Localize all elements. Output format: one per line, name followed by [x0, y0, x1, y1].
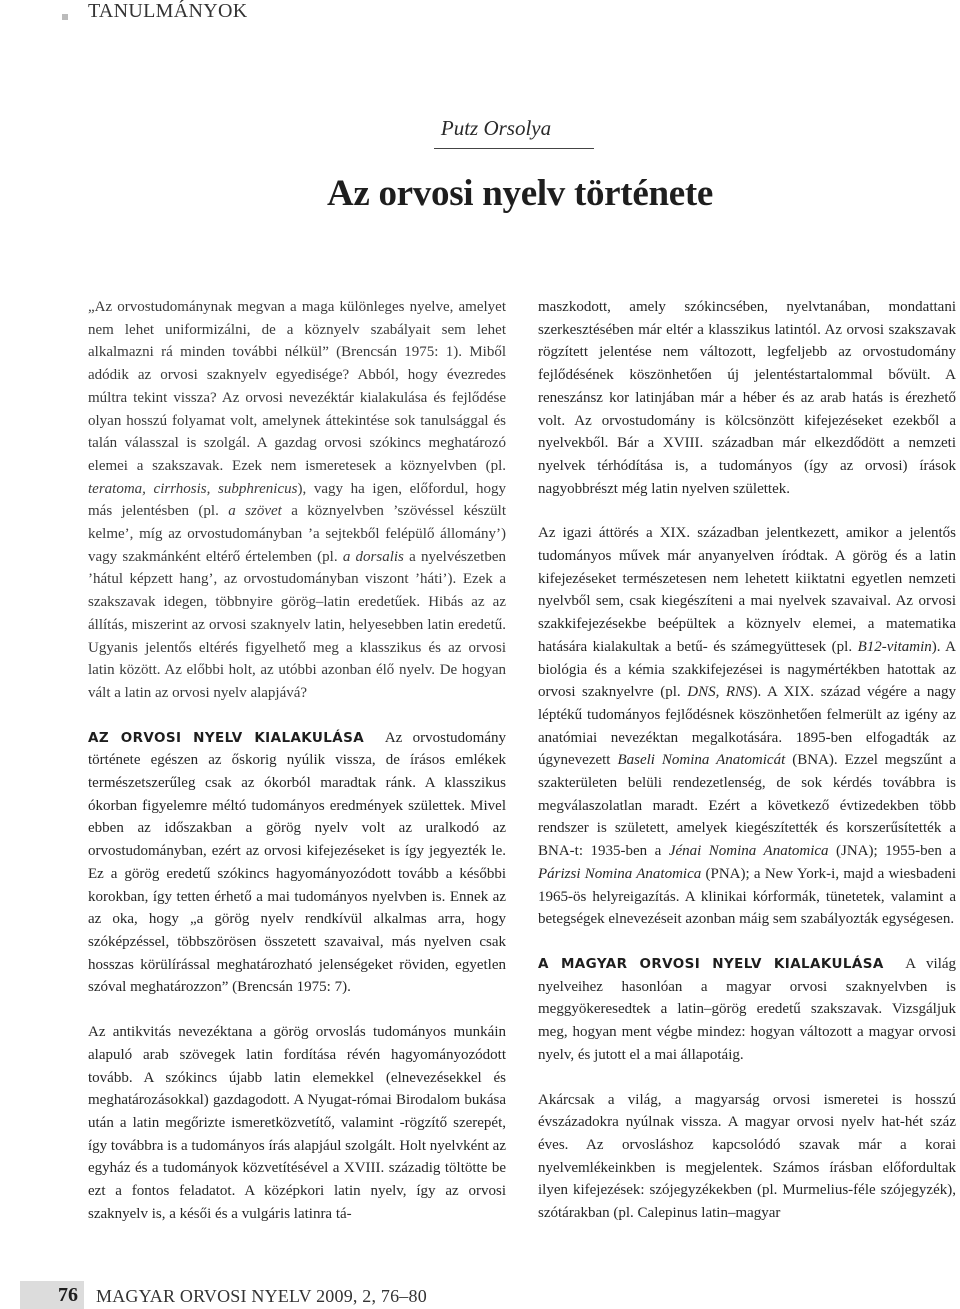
abstract-paragraph [88, 296, 506, 705]
p4-term-5: Párizsi Nomina Anatomica [538, 865, 702, 882]
p4-text-e: ). A XIX. század végére a nagy léptékű tudományos fejlődésnek köszönhetően felmerült az igény az anatómiai nevezéktan megalkotására. 1895-ben elfogadták az úgynevezett [538, 684, 957, 769]
abstract-text-d: ), vagy ha igen, előfordul, hogy más jelentésben (pl. [88, 480, 506, 520]
abstract-text-b: Az orvosi nevezéktár kialakulása és fejlődése olyan hosszú folyamat volt, amelynek áttekintése sok tanulsággal és talán válasszal is szolgál. A gazdag orvosi szókincs meghatározó elemei a szakszavak. Ezek nem ismeretesek a köznyelvben (pl. [88, 389, 506, 474]
section1-text: Az orvostudomány története egészen az őskorig nyúlik vissza, de írásos emlékek természetszerűleg csak az ókorból maradtak ránk. A klasszikus ókorban figyelemre méltó tudományos eredmények születtek. Mivel ebben az időszakban a görög nyelv volt az uralkodó az orvostudományban, ezért az orvosi kifejezéseket is így jegyezték le. Ez a görög eredetű szókincs hagyományozódott tovább a későbbi korokban, így tetten érhető a mai tudományos nyelvben is. Ennek az az oka, hogy „a görög nyelv rendkívül alkalmas arra, hogy szóképzéssel, többszörösen összetett szavaival, más nyelven csak hosszas körülírással meghatározható jelenségeket röviden, egyetlen szóval meghatározzon” (Brencsán 1975: 7). [88, 729, 506, 996]
author-name: Putz Orsolya [440, 116, 552, 140]
p4-term-4: Jénai Nomina Anatomica [668, 843, 829, 860]
right-column [538, 296, 956, 1225]
section2-heading: A MAGYAR ORVOSI NYELV KIALAKULÁSA [538, 955, 884, 972]
section1-heading: AZ ORVOSI NYELV KIALAKULÁSA [88, 729, 365, 746]
body-paragraph-5: Akárcsak a világ, a magyarság orvosi ismeretei is hosszú évszázadokra nyúlnak vissza. A magyar orvosi nyelv hat-hét száz éves. Az orvosláshoz kapcsolódó szavak már a korai nyelvemlékeinkben is megjelentek. Számos írásban előfordultak ilyen kifejezések: szójegyzékekben (pl. Murmelius-féle szójegyzék), szótárakban (pl. Calepinus latin–magyar [538, 1091, 956, 1222]
page-number: 76 [20, 1281, 84, 1309]
abstract-text-a: „Az orvostudománynak megvan a maga különleges nyelve, amelyet nem lehet uniformizálni, de a köznyelv szabályait sem lehet alkalmazni rá minden további nélkül” (Brencsán 1975: 1). Miből adódik az orvosi szaknyelv egyedisége? Abból, hogy évezredes múltra tekint vissza? [88, 299, 506, 406]
article-title: Az orvosi nyelv története [326, 173, 713, 214]
running-header [0, 0, 960, 30]
p4-text-a: Az igazi áttörés a XIX. században jelentkezett, amikor a jelentős tudományos művek már anyanyelven íródtak. A görög és a latin kifejezéseket természetesen nem lehetett kiiktatni egyetlen nemzeti nyelvből sem, csak kiegészíteni a mai nyelvek szavaival. Az orvosi szakkifejezésekbe beépültek a köznyelv elemei, a matematika hatására kialakultak a betű- és számegyüttesek (pl. [538, 525, 956, 655]
abstract-example-3: a dorsalis [342, 548, 404, 565]
section1-paragraph [88, 727, 506, 999]
body-paragraph-2: Az antikvitás nevezéktana a görög orvoslás tudományos munkáin alapuló arab szövegek latin fordítása révén hagyományozódott tovább. A szókincs újabb latin elemekkel (elnevezésekkel és meghatározásokkal) gazdagodott. A Nyugat-római Birodalom bukása után a latin megőrizte ismeretközvetítő, valamint -rögzítő szerepét, így továbbra is a tudományos írás alapjául szolgált. Holt nyelvként az egyház és a tudományok közvetítésével a XVIII. századig töltötte be ezt a fontos feladatot. A középkori latin nyelv, így az orvosi szaknyelv is, a késői és a vulgáris latinra tá- [88, 1024, 506, 1222]
section-label: TANULMÁNYOK [88, 0, 248, 22]
p4-term-2: DNS, RNS [687, 684, 753, 701]
p4-text-g: (BNA). Ezzel megszűnt a szakterületen belüli rendezetlenség, de sok kérdés továbbra is megválaszolatlan maradt. Ezért a következő évtizedekben több rendszer is született, amelyek kiegészítették és korszerűsítették a BNA-t: 1935-ben a [538, 752, 956, 860]
section2-paragraph [538, 953, 956, 1067]
header-square-icon [62, 14, 68, 20]
abstract-text-h: a nyelvészetben ’hátul képzett hang’, az orvostudományban viszont ’háti’). Ezek a szakszavak idegen, többnyire görög–latin eredetűek. Hibás az az állítás, miszerint az orvosi szaknyelv latin, helyesebben latin eredetű. Ugyanis jelentős eltérés figyelhető meg a klasszikus és az orvosi latin között. Az előbbi holt, az utóbbi azonban élő nyelv. De hogyan vált a latin az orvosi nyelv alapjává? [88, 548, 506, 701]
p4-term-3: Baseli Nomina Anatomicát [617, 752, 786, 769]
author-underline [434, 148, 594, 149]
p4-text-k: (PNA); a New York-i, majd a wiesbadeni 1965-ös helyreigazítás. A klinikai kórformák, tünetetek, valamint a betegségek elnevezéseit azonban máig sem szabályozták egységesen. [538, 865, 956, 928]
journal-citation: MAGYAR ORVOSI NYELV 2009, 2, 76–80 [96, 1286, 427, 1306]
abstract-example-2: a szövet [228, 503, 282, 520]
p4-text-c: ). A biológia és a kémia szakkifejezései is nagymértékben hatottak az orvosi szaknyelvre (pl. [538, 638, 956, 701]
body-paragraph-3: maszkodott, amely szókincsében, nyelvtanában, mondattani szerkesztésében már eltér a klasszikus latintól. Az orvosi szakszavak rögzített jelentése nem változott, legfeljebb az orvostudomány fejlődésének köszönhetően új jelentéstartalommal bővült. A reneszánsz kor latinjában már a héber és az arab hatás is érezhető volt. Az orvostudomány is kölcsönzött kifejezéseket ezekből a nyelvekből. Bár a XVIII. században már elkezdődött a nemzeti nyelvek térhódítása is, a tudományos (így az orvosi) írások nagyobbrészt még latin nyelven születtek. [538, 299, 956, 497]
abstract-example-1: teratoma, cirrhosis, subphrenicus [88, 480, 298, 497]
section2-text: A világ nyelveihez hasonlóan a magyar orvosi szaknyelvben is meggyökeresedtek a latin–görög eredetű szakszavak. Vizsgáljuk meg, hogyan ment végbe mindez: hogyan változott a magyar orvosi nyelv, és jutott el a mai állapotáig. [538, 955, 957, 1063]
p4-text-i: (JNA); 1955-ben a [828, 843, 956, 860]
abstract-text-f: a köznyelvben ’szövéssel készült kelme’, míg az orvostudományban ’a sejtekből felépülő állomány’) vagy szakmánként eltérő értelemben (pl. [88, 503, 507, 565]
p4-term-1: B12-vitamin [857, 638, 932, 655]
body-paragraph-4 [538, 522, 956, 931]
left-column [88, 296, 506, 1225]
